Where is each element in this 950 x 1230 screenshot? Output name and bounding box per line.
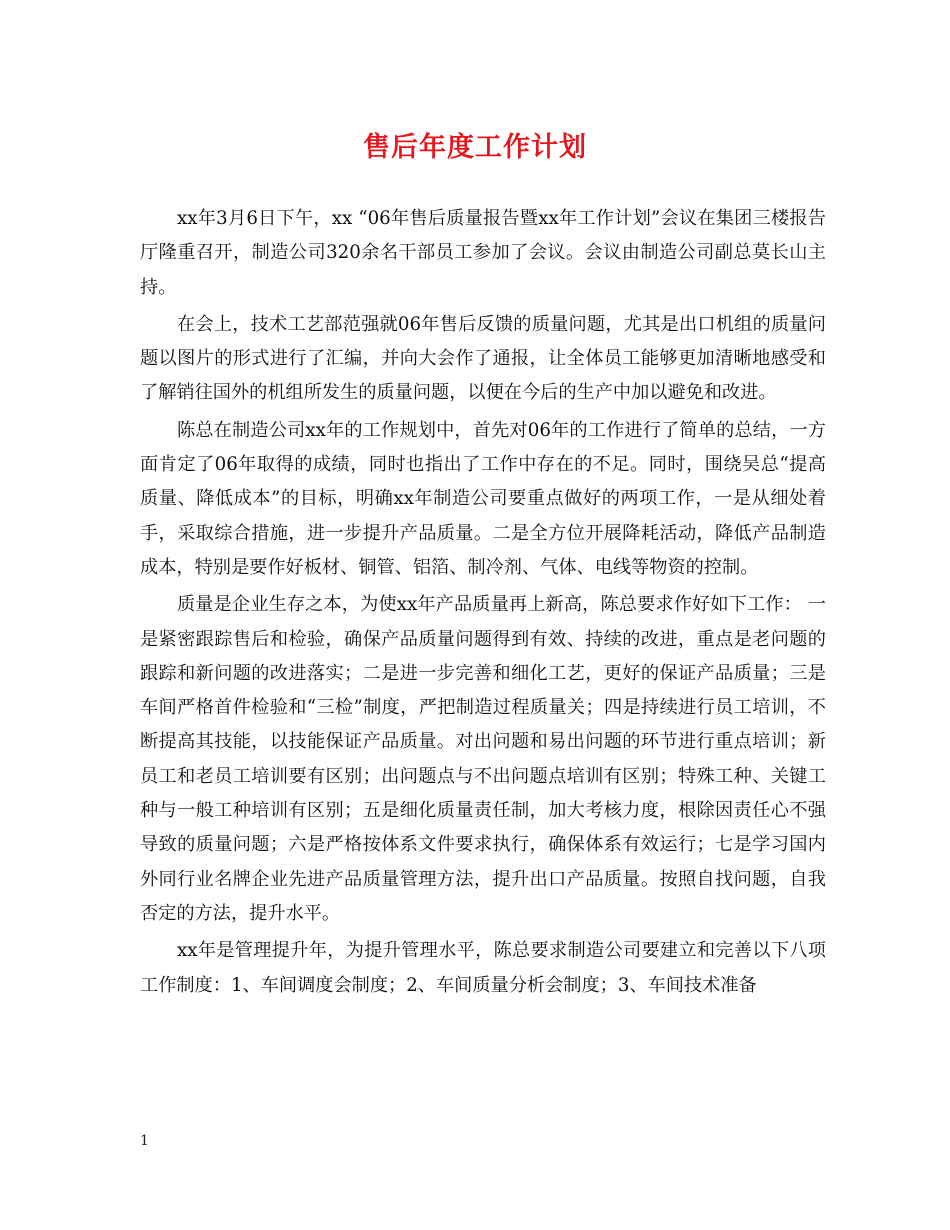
- page-number: 1: [140, 1133, 149, 1149]
- paragraph: xx年是管理提升年，为提升管理水平，陈总要求制造公司要建立和完善以下八项工作制度：1、车间调度会制度；2、车间质量分析会制度；3、车间技术准备: [140, 940, 826, 996]
- paragraph: 陈总在制造公司xx年的工作规划中，首先对06年的工作进行了简单的总结，一方面肯定了06年取得的成绩，同时也指出了工作中存在的不足。同时，围绕吴总“提高质量、降低成本”的目标，明确xx年制造公司要重点做好的两项工作，一是从细处着手，采取综合措施，进一步提升产品质量。二是全方位开展降耗活动，降低产品制造成本，特别是要作好板材、铜管、铝箔、制冷剂、气体、电线等物资的控制。: [140, 419, 826, 578]
- document-body: [140, 202, 826, 1006]
- document-title: 售后年度工作计划: [363, 132, 587, 163]
- paragraph: 在会上，技术工艺部范强就06年售后反馈的质量问题，尤其是出口机组的质量问题以图片的形式进行了汇编，并向大会作了通报，让全体员工能够更加清晰地感受和了解销往国外的机组所发生的质量问题，以便在今后的生产中加以避免和改进。: [140, 313, 826, 404]
- paragraph: 质量是企业生存之本，为使xx年产品质量再上新高，陈总要求作好如下工作： 一是紧密跟踪售后和检验，确保产品质量问题得到有效、持续的改进，重点是老问题的跟踪和新问题的改进落实；二是进一步完善和细化工艺，更好的保证产品质量；三是车间严格首件检验和“三检”制度，严把制造过程质量关；四是持续进行员工培训，不断提高其技能，以技能保证产品质量。对出问题和易出问题的环节进行重点培训；新员工和老员工培训要有区别；出问题点与不出问题点培训有区别；特殊工种、关键工种与一般工种培训有区别；五是细化质量责任制，加大考核力度，根除因责任心不强导致的质量问题；六是严格按体系文件要求执行，确保体系有效运行；七是学习国内外同行业名牌企业先进产品质量管理方法，提升出口产品质量。按照自找问题，自我否定的方法，提升水平。: [140, 594, 826, 924]
- paragraph: xx年3月6日下午，xx “06年售后质量报告暨xx年工作计划”会议在集团三楼报告厅隆重召开，制造公司320余名干部员工参加了会议。会议由制造公司副总莫长山主持。: [140, 208, 826, 298]
